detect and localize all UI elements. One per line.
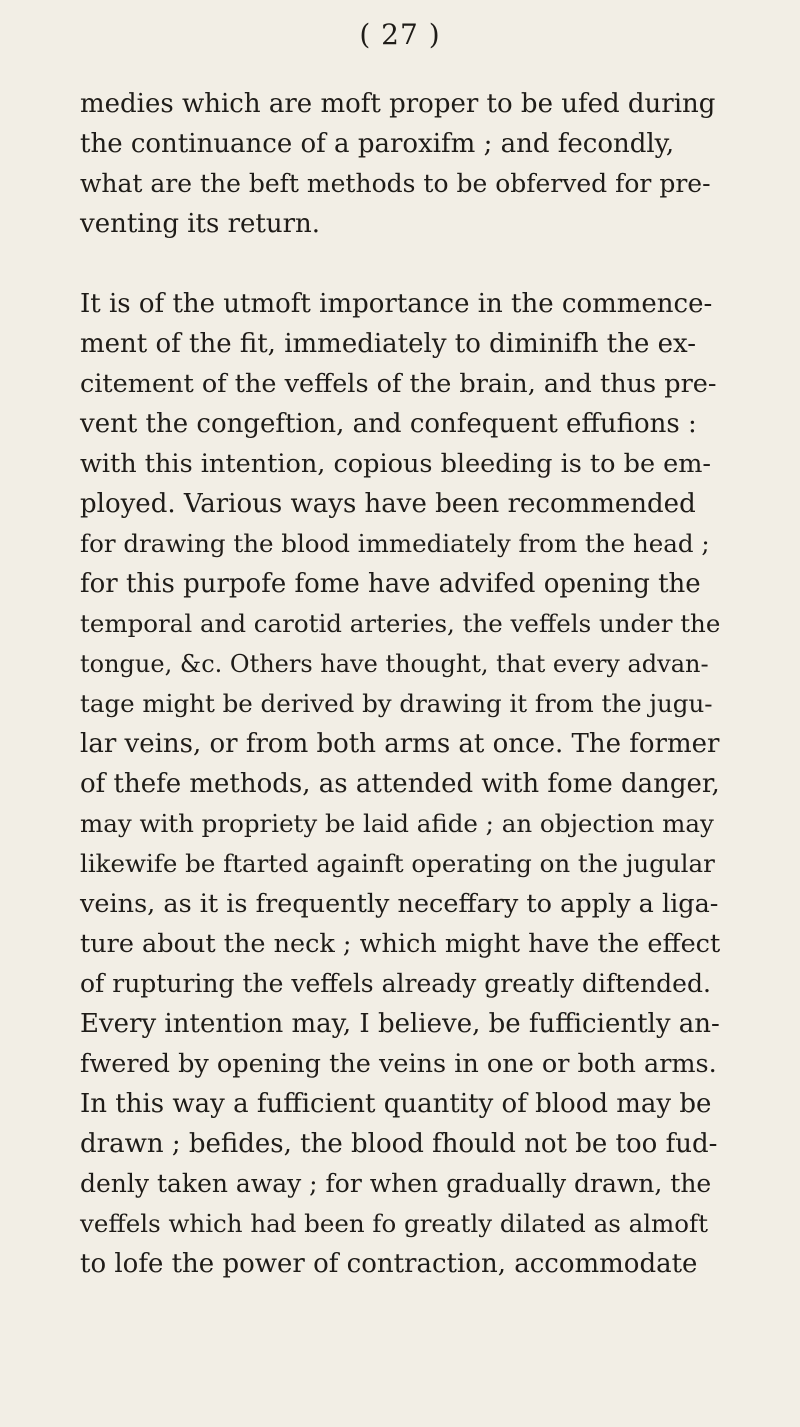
text-line: ture about the neck ; which might have the effect [80, 929, 721, 959]
text-line: In this way a fufficient quantity of blood may be [80, 1089, 712, 1119]
text-line: of rupturing the veffels already greatly diftended. [80, 969, 711, 998]
text-line: with this intention, copious bleeding is to be em- [80, 449, 712, 479]
text-line: may with propriety be laid afide ; an objection may [80, 809, 714, 838]
text-line: likewife be ftarted againft operating on the jugular [80, 849, 715, 878]
text-line: the continuance of a paroxifm ; and fecondly, [80, 129, 675, 159]
text-line: of thefe methods, as attended with fome danger, [80, 769, 720, 799]
text-line: what are the beft methods to be obferved for pre- [80, 169, 711, 198]
text-line: fwered by opening the veins in one or both arms. [80, 1049, 717, 1079]
text-line: citement of the veffels of the brain, and thus pre- [80, 369, 717, 399]
text-line: for drawing the blood immediately from the head ; [80, 529, 710, 558]
text-line: vent the congeftion, and confequent effufions : [80, 409, 697, 439]
text-line: It is of the utmoft importance in the commence- [80, 289, 713, 319]
text-line: veffels which had been fo greatly dilated as almoft [80, 1209, 708, 1238]
text-line: denly taken away ; for when gradually drawn, the [80, 1169, 712, 1198]
text-line: medies which are moft proper to be ufed during [80, 89, 716, 119]
text-line: ployed. Various ways have been recommended [80, 489, 696, 519]
text-line: ment of the fit, immediately to diminifh the ex- [80, 329, 696, 359]
text-line: temporal and carotid arteries, the veffels under the [80, 609, 721, 638]
text-line: Every intention may, I believe, be fufficiently an- [80, 1009, 720, 1039]
text-line: drawn ; befides, the blood fhould not be too fud- [80, 1129, 718, 1159]
text-line: to lofe the power of contraction, accommodate [80, 1249, 698, 1279]
text-line: tage might be derived by drawing it from the jugu- [80, 689, 713, 718]
text-line: for this purpofe fome have advifed opening the [80, 569, 701, 599]
text-line: lar veins, or from both arms at once. The former [80, 729, 720, 759]
page-number: ( 27 ) [359, 18, 441, 51]
text-line: venting its return. [80, 209, 321, 239]
text-line: veins, as it is frequently neceffary to apply a liga- [80, 889, 719, 919]
text-line: tongue, &c. Others have thought, that every advan- [80, 650, 709, 678]
